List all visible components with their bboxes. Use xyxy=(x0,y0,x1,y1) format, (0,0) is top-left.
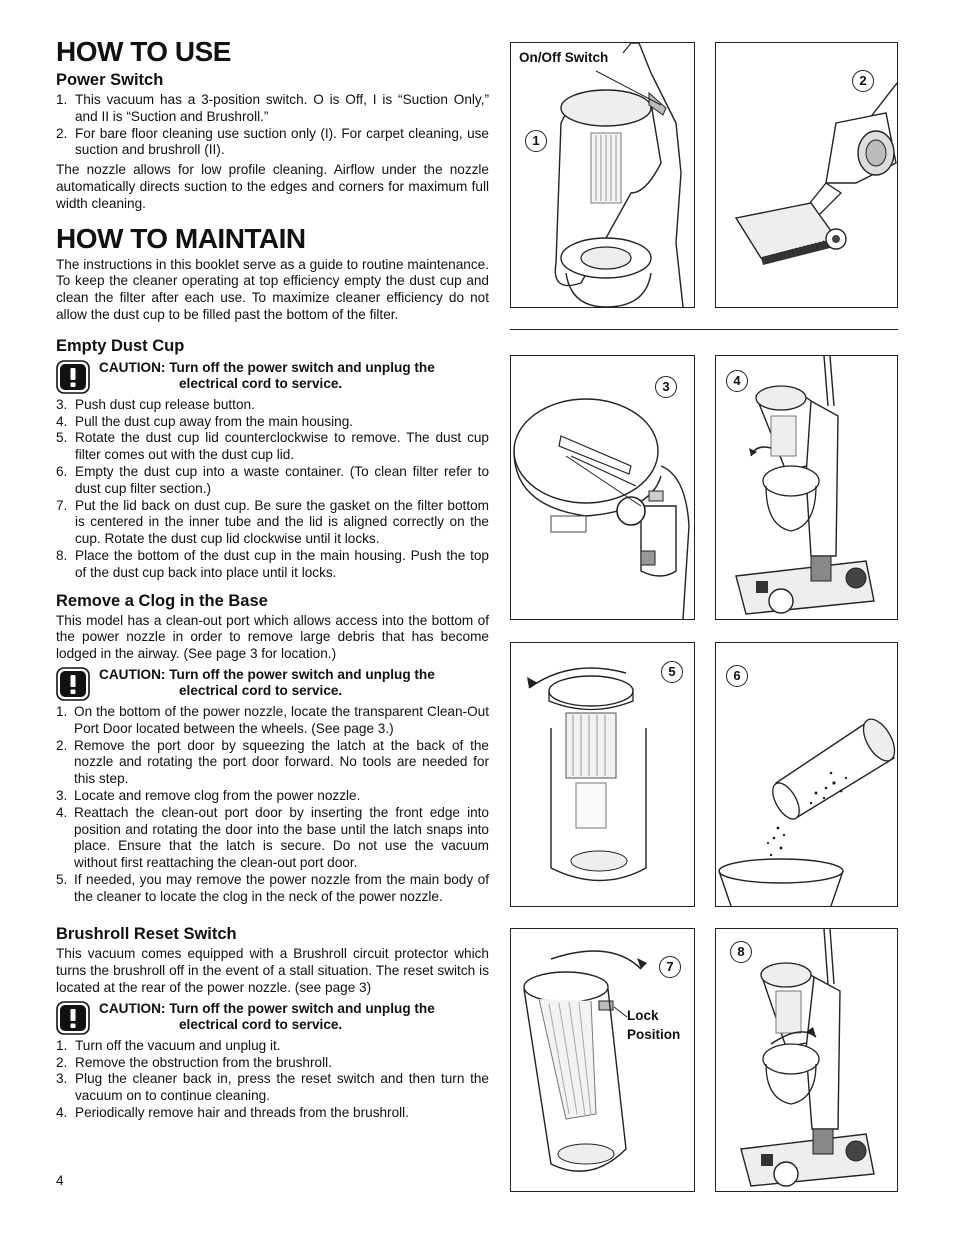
figure-number: 1 xyxy=(525,130,547,152)
list-item: 1. Turn off the vacuum and unplug it. xyxy=(56,1037,281,1053)
nozzle-paragraph: The nozzle allows for low profile cleaning. Airflow under the nozzle automatically directs suction to the edges and corners for maximum full width cleaning. xyxy=(56,162,489,211)
caution-text: CAUTION: Turn off the power switch and unplug the xyxy=(99,666,435,682)
figure-5-rotate-lid xyxy=(510,642,695,907)
page-number: 4 xyxy=(56,1173,64,1188)
dust-cup-lid-rotation-illustration xyxy=(511,643,694,906)
caution-text-2: electrical cord to service. xyxy=(179,376,343,392)
figure-number: 2 xyxy=(852,70,874,92)
list-item: 8. Place the bottom of the dust cup in the main housing. Push the top of the dust cup back into place until it locks. xyxy=(56,547,489,580)
how-to-maintain-title: HOW TO MAINTAIN xyxy=(56,222,306,254)
list-item: 7. Put the lid back on dust cup. Be sure the gasket on the filter bottom is centered in the inner tube and the lid is aligned correctly on the cup. Rotate the dust cup lid clockwise until it locks. xyxy=(56,497,489,547)
empty-dust-cup-heading: Empty Dust Cup xyxy=(56,336,185,355)
list-item: 1. On the bottom of the power nozzle, locate the transparent Clean-Out Port Door located between the wheels. (See page 3.) xyxy=(56,703,489,736)
caution-icon xyxy=(56,1001,90,1035)
brushroll-reset-steps xyxy=(56,1038,489,1122)
caution-text-2: electrical cord to service. xyxy=(179,1017,343,1033)
list-item: 5. Rotate the dust cup lid counterclockwise to remove. The dust cup filter comes out with the dust cup lid. xyxy=(56,430,489,463)
list-item: 4. Periodically remove hair and threads from the brushroll. xyxy=(56,1105,409,1121)
list-item: 2. Remove the port door by squeezing the latch at the back of the nozzle and rotating the port door forward. No tools are needed for this step. xyxy=(56,737,489,787)
maintain-intro: The instructions in this booklet serve as a guide to routine maintenance. To keep the cleaner operating at top efficiency empty the dust cup and clean the filter after each use. To maximize cleaner efficiency do not allow the dust cup to be filled past the bottom of the filter. xyxy=(56,256,489,322)
caution-text-2: electrical cord to service. xyxy=(179,683,343,699)
remove-clog-heading: Remove a Clog in the Base xyxy=(56,591,268,610)
position-label: Position xyxy=(627,1027,681,1042)
brushroll-reset-paragraph: This vacuum comes equipped with a Brushroll circuit protector which turns the brushroll off in the event of a stall situation. The reset switch is located at the rear of the power nozzle. (see page 3) xyxy=(56,946,489,996)
figure-6-empty-dust-cup xyxy=(715,642,898,907)
caution-icon xyxy=(56,360,90,394)
figure-3-release-button xyxy=(510,355,695,620)
figure-number: 6 xyxy=(726,665,748,687)
list-item: 2. Remove the obstruction from the brushroll. xyxy=(56,1054,332,1070)
figure-number: 5 xyxy=(661,661,683,683)
how-to-use-title: HOW TO USE xyxy=(56,36,231,67)
list-item: 6. Empty the dust cup into a waste container. (To clean filter refer to dust cup filter section.) xyxy=(56,463,489,496)
figure-number: 3 xyxy=(655,376,677,398)
figure-number: 8 xyxy=(730,941,752,963)
vacuum-dust-cup-illustration xyxy=(511,43,694,307)
figure-7-lock-lid xyxy=(510,928,695,1192)
power-switch-steps xyxy=(56,92,489,159)
vacuum-upright-reinstall-illustration xyxy=(716,929,897,1191)
caution-icon xyxy=(56,667,90,701)
brushroll-reset-heading: Brushroll Reset Switch xyxy=(56,925,237,944)
remove-clog-paragraph: This model has a clean-out port which allows access into the bottom of the power nozzle in order to remove large debris that has become lodged in the airway. (See page 3 for location.) xyxy=(56,612,489,662)
list-item: 3. Push dust cup release button. xyxy=(56,396,255,412)
remove-clog-steps xyxy=(56,704,489,906)
list-item: 1. This vacuum has a 3-position switch. O is Off, I is “Suction Only,” and II is “Suction and Brushroll.” xyxy=(56,92,489,124)
list-item: 3. Plug the cleaner back in, press the reset switch and then turn the vacuum on to continue cleaning. xyxy=(56,1071,489,1104)
figure-number: 7 xyxy=(659,956,681,978)
power-switch-heading: Power Switch xyxy=(56,71,164,89)
caution-block xyxy=(56,1001,489,1035)
lock-label: Lock xyxy=(627,1008,659,1023)
list-item: 3. Locate and remove clog from the power nozzle. xyxy=(56,787,361,803)
list-item: 5. If needed, you may remove the power nozzle from the main body of the cleaner to locate the clog in the neck of the power nozzle. xyxy=(56,871,489,904)
figure-1-dust-cup-switch xyxy=(510,42,695,308)
empty-dust-cup-steps xyxy=(56,397,489,582)
vacuum-upright-illustration xyxy=(716,356,897,619)
figure-number: 4 xyxy=(726,370,748,392)
figure-8-reinstall-dust-cup xyxy=(715,928,898,1192)
caution-block xyxy=(56,360,489,394)
on-off-switch-label: On/Off Switch xyxy=(519,50,609,65)
text-column xyxy=(56,36,489,1122)
figure-2-vacuum-handheld xyxy=(715,42,898,308)
caution-block xyxy=(56,667,489,701)
list-item: 4. Reattach the clean-out port door by inserting the front edge into position and rotating the door into the base until the latch snaps into place. Ensure that the latch is secure. Do not use the vacuum without first reattaching the clean-out port door. xyxy=(56,804,489,871)
list-item: 4. Pull the dust cup away from the main housing. xyxy=(56,413,354,429)
figure-4-remove-dust-cup xyxy=(715,355,898,620)
list-item: 2. For bare floor cleaning use suction only (I). For carpet cleaning, use suction and brushroll (II). xyxy=(56,125,489,158)
divider xyxy=(510,329,898,330)
caution-text: CAUTION: Turn off the power switch and unplug the xyxy=(99,1000,435,1016)
caution-text: CAUTION: Turn off the power switch and unplug the xyxy=(99,359,435,375)
